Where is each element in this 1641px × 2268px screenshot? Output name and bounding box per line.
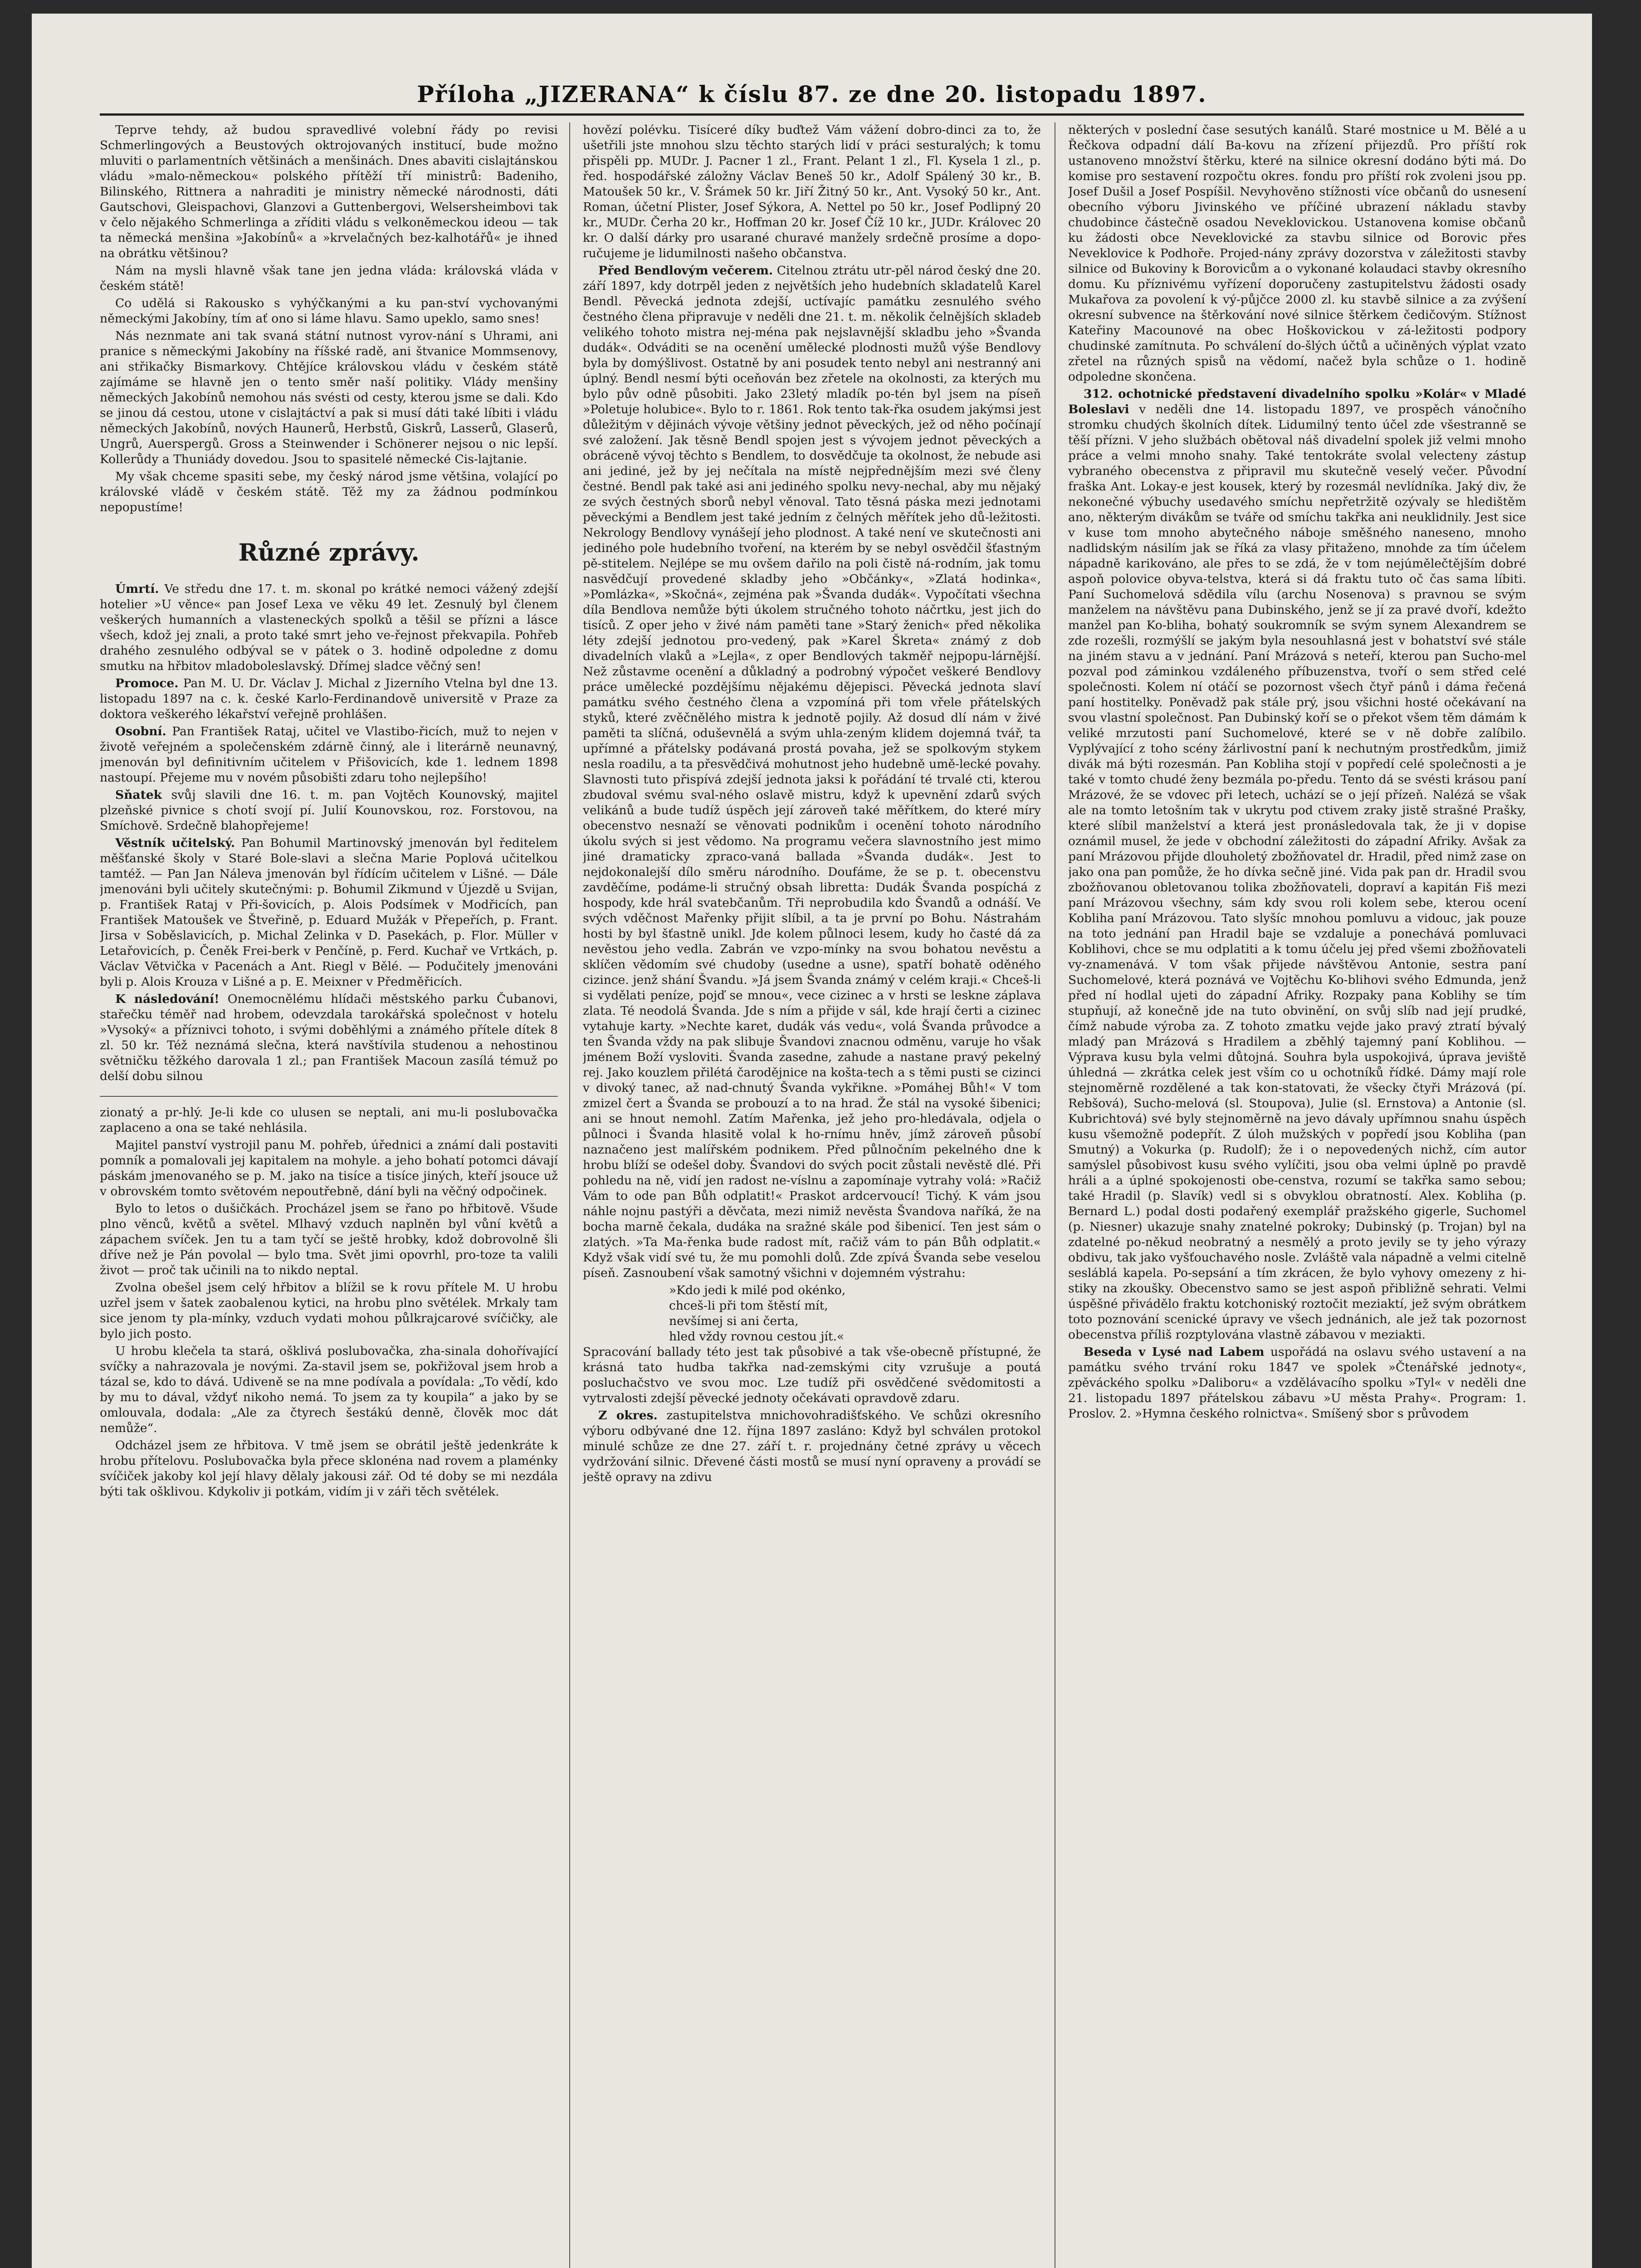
- newspaper-page: [32, 14, 1592, 2268]
- news-item-text: v neděli dne 14. listopadu 1897, ve prospěch vánočního stromku chudých školních dítek. Lidumilný tento účel zde všestranně se těší přízni. V jeho službách obětoval náš divadelní spolek již velmi mnoho práce a velmi mnoho snahy. Také tentokráte svolal velecteny zástup vybraného obecenstva z připravil mu skutečně veselý večer. Původní fraška Ant. Lokay-e jest kousek, který by rozesmál nevlídníka. Jaký div, že nekonečné výbuchy usedavého smíchu nepřetržitě ozývaly se hledištěm ano, některým divákům se tváře od smíchu takřka ani neuklidnily. Jest sice v kuse tom mnoho abytečného náboje směšného naneseno, mnoho nadlidským násilím jak se říká za vlasy přitaženo, mnohde za tím účelem nápadně karikováno, ale přes to se zdá, že v tom nejúmělečtějším dobré aspoň polovice obyva-telstva, která si dá fraktu tuto oč čas sama líbiti. Paní Suchomelová sdědila vílu (archu Nosenova) s pravnou se svým manželem na návštěvu pana Dubinského, jenž se jí za pravé dvoří, kdežto manžel pan Ko-bliha, bohatý soukromník se svým synem Alexandrem se zde rozešli, rozmýšlí se jakým byla nesouhlasná jest v bohatství své stále na jiném stavu a v jednání. Paní Mrázová s neteří, kterou pan Sucho-mel pozval pod záminkou vzdáleného příbuzenstva, tvoří o sem střed celé společnosti. Kolem ní otáčí se pozornost všech čtyř pánů i dáma řečená paní hostitelky. Poněvadž pak stále prý, jsou všichni hosté očekávaní na svou vlastní společnost. Pan Dubinský koří se o překot všem těm dámám k veliké mrzutosti paní Suchomelové, které se v ně dobře zalíbilo. Vyplývající z toho scény žárlivostní paní k nechutným prostředkům, jimiž divák má býti rozesmán. Pan Kobliha stojí v popředí celé společnosti a je také v tomto chudé ženy bezmála po-předu. Tento dá se svésti krásou paní Mrázové, že se vdovec při letech, uchází se o její přízeň. Nalézá se však ale na tomto letošním tak v ukrytu pod ctivem zraky jistě strašné Prašky, které slíbil manželství a která jest pronásledovala tak, že ji v dopise oznámil musel, že jede v obchodní záležitosti do západní Afriky. Avšak za paní Mrázovou přijde dlouholetý zbožňovatel dr. Hradil, před nimž zase on jako ona pan pomůže, že ho dívka sečně jiné. Vida pak pan dr. Hradil svou zbožňovanou obletovanou tolika zbožňovateli, dopraví a kapitán Fiš mezi paní Mrázovou všechny, sám kdy svou roli kolem sebe, kterou ocení Kobliha paní Mrázovou. Tato slyšíc mnohou pomluvu a vidouc, jak pouze na toto jednání pan Hradil baje se vzdaluje a ponechává pomluvaci Koblihovi, chce se mu odplatiti a k tomu účelu jej před všemi zbožňovateli vy-znamenává. V tom však přijede návštěvou Antonie, sestra paní Suchomelové, která poznává ve Vojtěchu Ko-blihovi svého Edmunda, jenž před ní hodlal ujeti do západní Afriky. Rozpaky pana Koblihy se tím stupňují, až konečně jde na tuto obvinění, on svůj slíb nad její prudké, čímž nabude výroba za. Z tohoto zmatku vejde jako pravý ztratí bývalý mladý pan Mrázová s Hradilem a zběhlý tajemný paní Koblihou. — Výprava kusu byla velmi důtojná. Souhra byla uspokojivá, úprava jeviště úhledná — zkrátka celek jest vším co u ochotníků řídké. Dámy mají role stejnoměrně rozdělené a tak kon-statovati, že všecky čtyři Mrázová (pí. Rebšová), Sucho-melová (sl. Stoupova), Julie (sl. Ernstova) a Antonie (sl. Kubrichtová) své byly stejnoměrně na jevo dávaly upřímnou snahu úspěch kusu všemožně podepřít. Z úloh mužských v popředí jsou Kobliha (pan Smutný) a Vokurka (p. Rudolf); že i o nepovedených nichž, cím autor samýslel působivost kusu svého vylíčiti, jsou oba velmi úplně po pravdě hráli a a úplné spokojenosti obe-censtva, rozumí se takřka samo sebou; také Hradil (p. Slavík) vedl si s obvyklou obratností. Alex. Kobliha (p. Bernard L.) podal dosti podařený exemplář pražského gigerle, Suchomel (p. Niesner) ukazuje snahy znatelné pokroky; Dubinský (p. Trojan) byl na zdatelné po-někud neobratný a nesmělý a proto jevily se ty jeho výrazy obdivu, tak jako vyšťouchavého nosle. Zvláště vala nápadně a velmi citelně sesláblá kapela. Po-sepsání a tím zkrácen, že bylo vyhovy omezeny z hi-stiky na zkoušky. Obecenstvo samo se jest aspoň přibližně sehrati. Velmi úspěšné přivádělo fraktu kotchoniský roztočit meziaktí, jež svým obrátkem toto poznování scenické úpravy ve všech jednánich, ale jež tak pozornost obecenstva příliš rozptylována vlastně zábavou v meziakti.: [1068, 402, 1526, 1342]
- news-item-title: K následování!: [115, 992, 220, 1006]
- news-item: [100, 676, 558, 722]
- paragraph: Nás neznmate ani tak svaná státní nutnost vyrov-nání s Uhrami, ani pranice s německými Jakobíny na říšské radě, ani štvanice Mommsenovy, ani střikačky Bismarkovy. Chtějíce královskou vládu v českém státě zajímáme se hlavně jen o tento směr naší politiky. Vlády menšiny německých Jakobínů nemohou nás svésti od cesty, kterou jsme se dali. Kdo se jinou dá cestou, utone v cislajtáctví a pak si musí dáti také líbiti i vládu německých Jakobínů, nových Haunerů, Herbstů, Giskrů, Lasserů, Glaserů, Ungrů, Auerspergů. Gross a Steinwender i Schönerer nejsou o nic lepší. Kollerůdy a Thuniády dovedou. Jsou to spasitelé německé Cis-lajtanie.: [100, 329, 558, 466]
- news-item: [100, 582, 558, 674]
- paragraph: Teprve tehdy, až budou spravedlivé volební řády po revisi Schmerlingových a Beustových oktrojovaných institucí, bude možno mluviti o parlamentních většinách a menšinách. Dnes abaviti cislajtánskou vládu »malo-německou« polského přítěží tří ministrů: Badeniho, Bilinského, Rittnera a nahraditi je ministry německé národnosti, dáti Gautschovi, Gleispachovi, Glanzovi a Guttenbergovi, Welsersheimbovi tak v čelo nějakého Schmerlinga a zříditi vládu s velkoněmeckou ideou — tak ta německá menšina »Jakobínů« a »krvelačných bez-kalhotářů« je ihned na obrátku většinou?: [100, 123, 558, 260]
- news-item-text: Ve středu dne 17. t. m. skonal po krátké nemoci vážený zdejší hotelier »U věnce« pan Josef Lexa ve věku 49 let. Zesnulý byl členem veškerých humanních a vlasteneckých spolků a těšil se přízni a lásce všech, kdož jej znali, a proto také smrt jeho ve-řejnost překvapila. Pohřeb drahého zesnulého odbýval se v pátek o 3. hodině odpoledne z domu smutku na hřbitov mladoboleslavský. Dřímej sladce věčný sen!: [100, 582, 558, 673]
- news-item-text: Citelnou ztrátu utr-pěl národ český dne 20. září 1897, kdy dotrpěl jeden z největších jeho hudebních skladatelů Karel Bendl. Pěvecká jednota zdejší, uctívajíc památku zesnulého svého čestného člena připravuje v neděli dne 21. t. m. několik čelnějších skladeb velikého tohoto mistra nej-ména pak nejslavnější skladbu jeho »Švanda dudák«. Odváditi se na ocenění umělecké plodnosti mužů výše Bendlovy byla by domýšlivost. Ostatně by ani posudek tento nebyl ani nestranný ani úplný. Bendl nesmí býti oceňován bez zřetele na okolnosti, za kterých mu bylo pův odně působiti. Jako 23letý mladík po-tén byl jsem na píseň »Poletuje holubice«. Bylo to r. 1861. Rok tento tak-řka osudem jakýmsi jest důležitým v dějinách vývoje většiny jednot pěveckých, jež od něho počínají své založení. Jak těsně Bendl spojen jest s vývojem jednot pěveckých a obráceně vývoj těchto s Bendlem, to dosvědčuje ta okolnost, že nebude asi ani jediné, jež by jej nečítala na místě nejpřednějším mezi své členy čestné. Bendl pak také asi ani jediného spolku nevy-nechal, aby mu nějaký ze svých čestných sborů nebyl věnoval. Tato těsná páska mezi jednotami pěveckými a Bendlem jest také jedním z čelných měřítek jeho dů-ležitosti. Nekrology Bendlovy vynášejí jeho plodnost. A také není ve skutečnosti ani jediného pole hudebního tvoření, na kterém by se nebyl osvědčil šťastným pě-stitelem. Nejlépe se mu ovšem dařilo na poli čistě ná-rodním, jak tomu nasvědčují provedené skladby jeho »Občánky«, »Zlatá hodinka«, »Pomlázka«, »Skočná«, zejména pak »Švanda dudák«. Vypočítati všechna díla Bendlova nemůže býti úkolem stručného tohoto náčrtku, jest jich do tisíců. Z oper jeho v živé nám paměti tane »Starý ženich« před několika léty zdejší jednotou pro-vedený, pak »Karel Škreta« známý z dob divadelních vlaků a »Lejla«, z oper Bendlových takměř nejpopu-lárnější. Než zůstavme ocenění a důkladný a podrobný výpočet veškeré Bendlovy práce umělecké pozdějšímu nějakému dějepisci. Pěvecká jednota slaví památku svého čestného člena a vzpomíná při tom vřele přátelských styků, které zvěčnělého mistra k jednotě pojily. Až dosud dlí nám v živé paměti ta slíčná, oduševnělá a svým uhla-zeným klidem dojemná tvář, ta upřímné a přátelsky podávaná prostá povaha, jež se spolkovým stykem nesla roadilu, a ta přesvědčivá mohutnost jeho hudebně umě-lecké povahy. Slavnosti tuto přispívá zdejší jednota jaksi k pořádání té trvalé cti, kterou zbudoval svému sval-ného oslavě mistru, když k upevnění zdarů svých velikánů a bude tudíž úspěch její zároveň také měřítkem, do které míry obecenstvo nesnaží se věnovati podnikům i ocenění tohoto národního úkolu svých si jest vědomo. Na programu večera slavnostního jest mimo jiné dramaticky zpraco-vaná ballada »Švanda dudák«. Jest to nejdokonalejší dílo směru národního. Doufáme, že se p. t. obecenstvu zavděčíme, podáme-li stručný obsah libretta: Dudák Švanda pospíchá z hospody, kde hrál svatebčanům. Tři neprobudila kdo Švandů a odnáší. Ve svých vděčnost Mařenky přijit slíbil, a ta je první po Bohu. Nástrahám hosti by byl šťastně unikl. Jde kolem půlnoci lesem, kudy ho časté dá za nevěstou jeho vedla. Zabrán ve vzpo-mínky na svou bohatou nevěstu a sklíčen vědomím své chudoby (usedne a usne), spatří bohatě oděného cizince. jenž shání Švandu. »Já jsem Švanda známý v celém kraji.« Chceš-li si vydělati peníze, pojď se mnou«, vece cizinec a v hrsti se leskne záplava zlata. Té neodolá Švanda. Jde s ním a přijde v sál, kde hrají čerti a cizinec vytahuje karty. »Nechte karet, dudák vás vedu«, volá Švanda průvodce a ten Švanda vždy na pak slibuje Švandovi znacnou odměnu, varuje ho však jménem Boží vysloviti. Švanda zasedne, zahude a nastane pravý pekelný rej. Jako kouzlem přilétá čarodějnice na košta-tech a s těmi pusti se cizinci v divoký tanec, až nad-chnutý Švanda vykřikne. »Pomáhej Bůh!« V tom zmizel čert a Švanda se probouzí a to na hrad. Že stál na vysoké šibenici; ani se hnout nemohl. Zatím Mařenka, jež jeho pro-hledávala, odjela o půlnoci i Švanda hlasitě volal k ho-rnímu hněv, jímž zároveň působí naznačeno jest malířském podnikem. Před půlnočním pekelného dne k hrobu blíží se odešel doby. Švandovi do svých pocit zůstali nevěstě dlé. Při pohledu na ně, vidí jen radost ne-víslnu a zapomínaje vytrahy volá: »Račiž Vám to ode pan Bůh odplatit!« Praskot ardcervoucí! Tichý. K vám jsou náhle nojnu pastýři a děvčata, mezi nimiž nevěsta Švandova naříká, že na bocha marně čekala, dudáka na sražné skále pod šibenicí. Ten jest sám o zlatých. »Ta Ma-řenka bude radost mít, račiž vám to pán Bůh odplatit.« Když však vidí své tu, že mu pomohli dolů. Zde zpívá Švanda sebe veselou píseň. Zasnoubení však samotný všichni v dojemném výstrahu:: [583, 264, 1041, 1280]
- feuilleton-paragraph: U hrobu klečela ta stará, ošklivá poslubovačka, zha-sinala dohořívající svíčky a nahrazovala je novými. Za-stavil jsem se, pokřižoval jsem hrob a tázal se, kdo to dává. Udiveně se na mne podívala a povídala: „To vědí, kdo by mu to dával, vždyť nikoho nemá. To jsem za ty koupila“ a jako by se omlouvala, dodala: „Ale za čtyrech šestákú denně, člověk moc dát nemůže“.: [100, 1344, 558, 1435]
- news-item: [100, 992, 558, 1084]
- news-item-title: Věstník učitelský.: [115, 836, 235, 850]
- news-item: [100, 724, 558, 786]
- feuilleton-paragraph: Majitel panství vystrojil panu M. pohřeb, úřednici a známí dali postaviti pomník a pomalovali jej kapitalem na mohyle. a jeho bohatí potomci dávají páskám jmenovaného se p. M. jako na tisíce a tisíce jiných, kteří jsouce už v obrovském tomto světovém nepoutřebně, dání byli na věčný odpočinek.: [100, 1138, 558, 1198]
- feuilleton-paragraph: zionatý a pr-hlý. Je-li kde co ulusen se neptali, ani mu-li poslubovačka zaplaceno a ona se také nehlásila.: [100, 1105, 558, 1135]
- feuilleton-paragraph: Bylo to letos o dušičkách. Procházel jsem se řano po hřbitově. Všude plno věnců, květů a světel. Mlhavý vzduch naplněn byl vůní květů a zápachem svíček. Jen tu a tam tyčí se ještě hrobky, kdož dobrovolně šli dříve než je Pán povolal — bylo tma. Svět jimi opovrhl, pro-toze ta valili život — proč tak učinili na to nikdo neptal.: [100, 1202, 558, 1277]
- news-item: [1068, 1344, 1526, 1422]
- news-item-title: Osobní.: [115, 724, 166, 738]
- news-item: [1068, 386, 1526, 1343]
- news-item: [583, 263, 1041, 1281]
- page-header: Příloha „JIZERANA“ k číslu 87. ze dne 20. listopadu 1897.: [417, 81, 1207, 108]
- news-item-title: Před Bendlovým večerem.: [598, 264, 773, 278]
- news-item-text: Pan František Rataj, učitel ve Vlastibo-řicích, muž to nejen v životě veřejném a společenském zdárně činný, ale i literárně neunavný, jmenován byl definitivním učitelem v Přišovicích, kde 1. lednem 1898 nastoupí. Přejeme mu v novém působišti zdaru toho nejlepšího!: [100, 724, 558, 785]
- section-title: Různé zprávy.: [238, 539, 420, 567]
- news-item-title: Sňatek: [115, 788, 162, 802]
- paragraph: některých v poslední čase sesutých kanálů. Staré mostnice u M. Bělé a u Řečkova odpadní dálí Ba-kovu na zřízení přijezdů. Pro příští rok ustanoveno množství štěrku, které na silnice okresní dodáno býti má. Do komise pro sestavení rozpočtu okres. fondu pro příští rok zvoleni jsou pp. Josef Dušil a Josef Pospíšil. Nevyhověno stížnosti více občanů do usnesení obecního výboru Jivinského ve příčiné ubrazení nákladu stavby chudobince částečně osadou Neveklovickou. Ustanovena komise občanů ku žádosti obce Neveklovické za stavbu silnice od Borovic přes Neveklovice k Podhoře. Projed-nány zprávy dozorstva v záležitosti stavby silnice od Bukoviny k Borovicům a o vykonané kolaudaci stavby okresního domu. Ku příznivému vyřízení doporučeny zastupitelstvu žádosti osady Mukařova za povolení k vý-půjčce 2000 zl. ku stavbě silnice a za zvýšení okresní subvence na štěrkování nové silnice štěrkem čedičovým. Stížnost Kateřiny Macounové na obec Hoškovickou v zá-ležitosti podpory chudinské zamítnuta. Po schválení do-šlých účtů a učiněných výplat vzato zřetel na různých spisů na vědomí, načež byla schůze o 1. hodině odpoledne skončena.: [1068, 123, 1526, 384]
- column-2: [583, 122, 1041, 2268]
- paragraph: Co udělá si Rakousko s vyhýčkanými a ku pan-ství vychovanými německými Jakobíny, tím ať ono si láme hlavu. Samo upeklo, samo snes!: [100, 296, 558, 326]
- news-item-text: uspořádá na oslavu svého ustavení a na památku svého trvání roku 1847 ve spolek »Čtenářské jednoty«, zpěváckého spolku »Daliboru« a vzdělávacího spolku »Tyl« v neděli dne 21. listopadu 1897 přátelskou zábavu »U města Prahy«. Program: 1. Proslov. 2. »Hymna českého rolnictva«. Smíšený sbor s průvodem: [1068, 1345, 1526, 1421]
- news-item-text: svůj slavili dne 16. t. m. pan Vojtěch Kounovský, majitel plzeňské pivnice s chotí svojí pí. Julií Kounovskou, roz. Forstovou, na Smíchově. Srdečně blahopřejeme!: [100, 788, 558, 833]
- news-item-title: Z okres.: [598, 1408, 658, 1422]
- news-item-text: Pan Bohumil Martinovský jmenován byl ředitelem měšťanské školy v Staré Bole-slavi a slečna Marie Poplová učitelkou tamtéž. — Pan Jan Náleva jmenován byl řídícím učitelem v Lišné. — Dále jmenováni byli učitely skutečnými: p. Bohumil Zikmund v Újezdě u Svijan, p. František Rataj v Při-šovicích, p. Alois Podsímek v Modřicích, pan František Matoušek ve Štveřině, p. Eduard Mužák v Přepeřích, p. Frant. Jirsa v Soběslavicích, p. Michal Zelinka v D. Pasekách, p. Flor. Müller v Letařovicích, p. Čeněk Frei-berk v Penčíně, p. Ferd. Kuchař ve Vrtkách, p. Václav Větvička v Pacenách a Ant. Riegl v Bělé. — Podučitely jmenováni byli p. Alois Krouza v Lišné a p. E. Meixner v Předměřicích.: [100, 836, 558, 989]
- news-item-text: Pan M. U. Dr. Václav J. Michal z Jizerního Vtelna byl dne 13. listopadu 1897 na c. k. české Karlo-Ferdinandově universitě v Praze za doktora veškerého lékařství veřejně prohlášen.: [100, 676, 558, 721]
- header-rule: [100, 113, 1524, 116]
- paragraph: My však chceme spasiti sebe, my český národ jsme většina, volající po královské vládě v českém státě. Těž my za žádnou podmínkou nepopustíme!: [100, 469, 558, 514]
- news-item-title: Beseda v Lysé nad Labem: [1084, 1345, 1265, 1359]
- column-divider: [569, 122, 570, 2268]
- feuilleton-paragraph: Odcházel jsem ze hřbitova. V tmě jsem se obrátil ještě jedenkráte k hrobu přítelovu. Poslubovačka byla přece sklonéna nad rovem a plaménky svíčiček jakoby kol její hlavy dělaly jakousi zář. Od té doby se mi nezdála býti tak ošklivou. Kdykoliv ji potkám, vidím ji v záři těch světélek.: [100, 1438, 558, 1499]
- poem-line: chceš-li při tom štěstí mít,: [669, 1299, 828, 1313]
- poem-line: nevšímej si ani čerta,: [669, 1314, 799, 1328]
- column-3: [1068, 122, 1526, 2268]
- poem-line: »Kdo jedi k milé pod okénko,: [669, 1283, 846, 1297]
- feuilleton-rule: [100, 1096, 558, 1097]
- feuilleton-paragraph: Zvolna obešel jsem celý hřbitov a blížil se k rovu přítele M. U hrobu uzřel jsem v šatek zaobalenou kytici, na hrobu plno světélek. Mrkaly tam sice jenom ty pla-mínky, vzduch vydati mohou půlkrajcarové svíčičky, ale bylo jich posto.: [100, 1281, 558, 1341]
- paragraph: Spracování ballady této jest tak působivé a tak vše-obecně přístupné, že krásná tato hudba takřka nad-zemskými city vzrušuje a poutá posluchačstvo ve svou moc. Lze tudíž při osvědčené svědomitosti a vytrvalosti zdejší pěvecké jednoty očekávati opravdově zdaru.: [583, 1345, 1041, 1405]
- news-item-title: Úmrtí.: [115, 582, 159, 596]
- news-item: [100, 836, 558, 990]
- news-item-text: zastupitelstva mnichovohradišťského. Ve schůzi okresního výboru odbývané dne 12. října 1897 zasláno: Když byl schválen protokol minulé schůze ze dne 27. září t. r. projednány četné zprávy u věcech vydržování silnic. Dřevené části mostů se musí nyní opraveny a provádí se ještě opravy na zdivu: [583, 1408, 1041, 1484]
- paragraph: hovězí polévku. Tisíceré díky buďtež Vám vážení dobro-dinci za to, že ušetřili jste mnohou slzu těchto starých lidí v práci sesturalých; k tomu přispěli pp. MUDr. J. Pacner 1 zl., Frant. Pelant 1 zl., Fl. Kysela 1 zl., p. řed. hospodářské záložny Václav Beneš 50 kr., Adolf Spálený 30 kr., B. Matoušek 50 kr., V. Šrámek 50 kr. Jiří Žitný 50 kr., Ant. Vysoký 50 kr., Ant. Roman, účetní Plister, Josef Sýkora, A. Nettel po 50 kr., Josef Podlipný 20 kr., MUDr. Čerha 20 kr., Hoffman 20 kr. Josef Číž 10 kr., JUDr. Královec 20 kr. O další dárky pro usarané churavé manžely srdečně prosíme a dopo-ručujeme je lidumilnosti našeho občanstva.: [583, 123, 1041, 260]
- poem-line: hled vždy rovnou cestou jít.«: [669, 1330, 845, 1344]
- column-1: [100, 122, 558, 2268]
- news-item-title: Promoce.: [115, 676, 179, 690]
- news-item-text: Onemocnělému hlídači městského parku Čubanovi, stařečku téměř nad hrobem, odevzdala tarokářská společnost v hotelu »Vysoký« a příznivci tohoto, i svými doběhlými a známého přítele dítek 8 zl. 50 kr. Též neznámá slečna, která navštívila studenou a nehostinou světničku těžkého darovala 1 zl.; pan František Macoun zasílá témuž po delší dobu silnou: [100, 992, 558, 1083]
- news-item: [583, 1408, 1041, 1485]
- paragraph: Nám na mysli hlavně však tane jen jedna vláda: královská vláda v českém státě!: [100, 264, 558, 293]
- news-item-title: 312. ochotnické představení divadelního spolku »Kolár« v Mladé Boleslavi: [1068, 387, 1526, 416]
- news-item: [100, 787, 558, 834]
